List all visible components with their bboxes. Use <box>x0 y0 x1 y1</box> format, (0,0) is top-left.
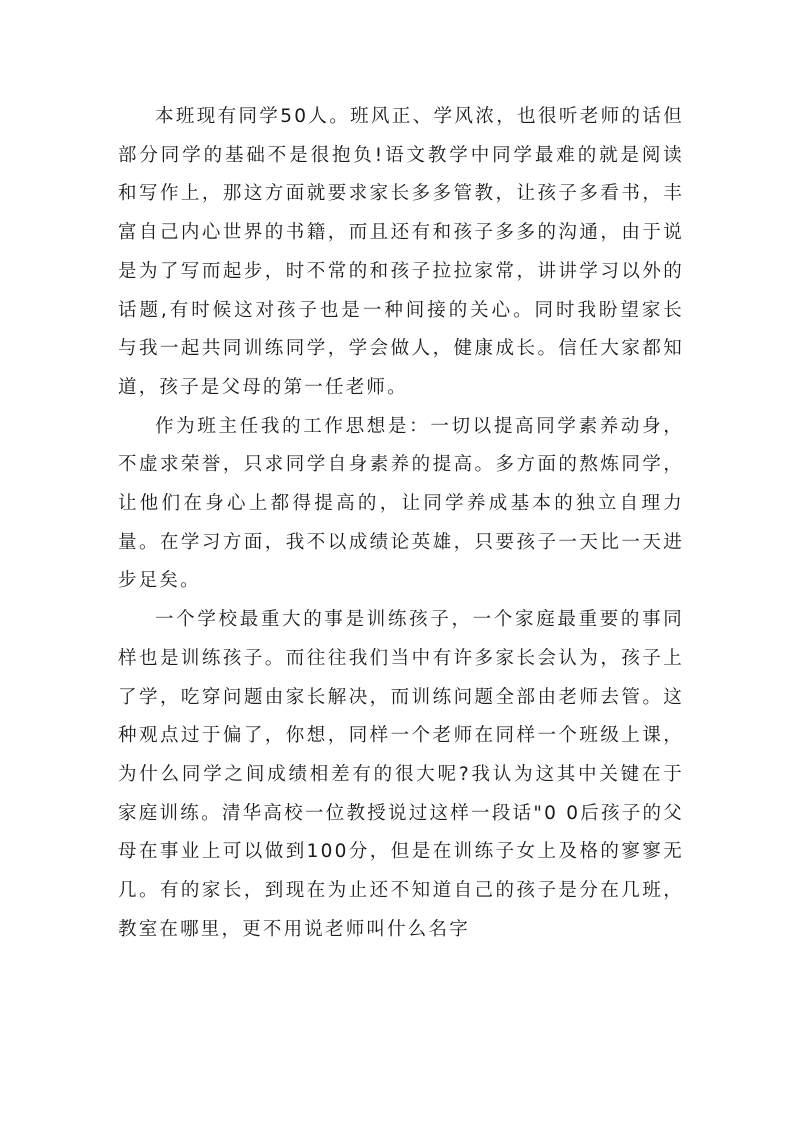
paragraph-class-overview: 本班现有同学50人。班风正、学风浓，也很听老师的话但部分同学的基础不是很抱负!语文教学中同学最难的就是阅读和写作上，那这方面就要求家长多多管教，让孩子多看书，丰富自己内心世界的书籍，而且还有和孩子多多的沟通，由于说是为了写而起步，时不常的和孩子拉拉家常，讲讲学习以外的话题,有时候这对孩子也是一种间接的关心。同时我盼望家长与我一起共同训练同学，学会做人，健康成长。信任大家都知道，孩子是父母的第一任老师。 <box>118 106 684 398</box>
document-body <box>118 98 684 949</box>
paragraph-work-philosophy: 作为班主任我的工作思想是：一切以提高同学素养动身，不虚求荣誉，只求同学自身素养的提高。多方面的熬炼同学，让他们在身心上都得提高的，让同学养成基本的独立自理力量。在学习方面，我不以成绩论英雄，只要孩子一天比一天进步足矣。 <box>118 415 684 592</box>
paragraph-family-education: 一个学校最重大的事是训练孩子，一个家庭最重要的事同样也是训练孩子。而往往我们当中有许多家长会认为，孩子上了学，吃穿问题由家长解决，而训练问题全部由老师去管。这种观点过于偏了，你想，同样一个老师在同样一个班级上课，为什么同学之间成绩相差有的很大呢?我认为这其中关键在于家庭训练。清华高校一位教授说过这样一段话"0 0后孩子的父母在事业上可以做到100分，但是在训练子女上及格的寥寥无几。有的家长，到现在为止还不知道自己的孩子是分在几班，教室在哪里，更不用说老师叫什么名字 <box>118 609 684 940</box>
